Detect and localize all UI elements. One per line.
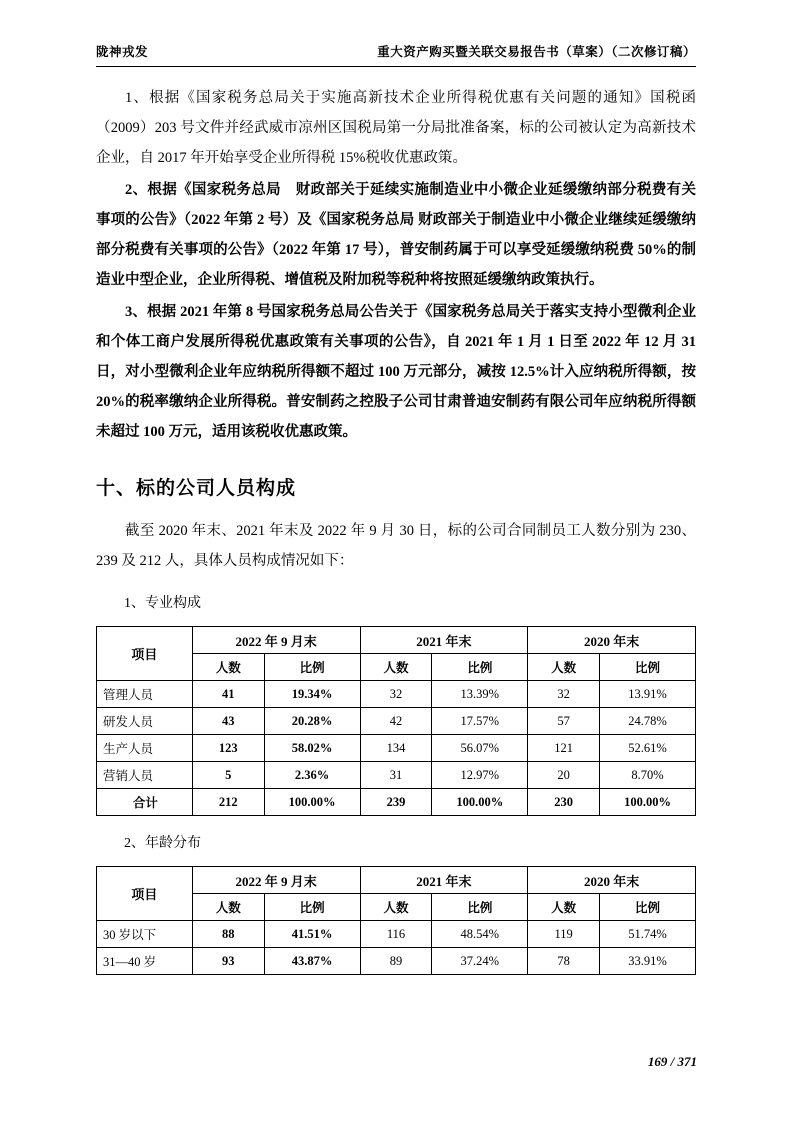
table1-header-2022: 2022 年 9 月末 bbox=[192, 627, 360, 654]
table2-row0-item: 30 岁以下 bbox=[97, 921, 193, 948]
header-divider bbox=[96, 66, 696, 67]
table1-row0-c3: 32 bbox=[360, 681, 432, 708]
header-company-name: 陇神戎发 bbox=[96, 45, 149, 59]
table1-subheader-count-3: 人数 bbox=[528, 654, 600, 681]
table1-row4-item: 合计 bbox=[97, 789, 193, 816]
table1-row1-c4: 17.57% bbox=[432, 708, 528, 735]
page-content bbox=[96, 42, 696, 979]
table2-row0-c4: 48.54% bbox=[432, 921, 528, 948]
table2-subheader-count-1: 人数 bbox=[192, 894, 264, 921]
table2-row1-c4: 37.24% bbox=[432, 948, 528, 975]
table1-subheader-ratio-2: 比例 bbox=[432, 654, 528, 681]
section-heading-personnel: 十、标的公司人员构成 bbox=[96, 478, 297, 499]
table1-row3-item: 营销人员 bbox=[97, 762, 193, 789]
table1-row0-c1: 41 bbox=[192, 681, 264, 708]
table1-row0-c6: 13.91% bbox=[600, 681, 696, 708]
table2-row1-c1: 93 bbox=[192, 948, 264, 975]
table-row bbox=[97, 681, 696, 708]
table2-subheader-count-2: 人数 bbox=[360, 894, 432, 921]
table1-row3-c6: 8.70% bbox=[600, 762, 696, 789]
table2-label: 2、年龄分布 bbox=[124, 836, 201, 851]
table1-row3-c2: 2.36% bbox=[264, 762, 360, 789]
table1-row2-c6: 52.61% bbox=[600, 735, 696, 762]
table2-subheader-count-3: 人数 bbox=[528, 894, 600, 921]
table1-subheader-ratio-3: 比例 bbox=[600, 654, 696, 681]
table2-row0-c1: 88 bbox=[192, 921, 264, 948]
table-row bbox=[97, 921, 696, 948]
table-row-total bbox=[97, 789, 696, 816]
table1-row0-item: 管理人员 bbox=[97, 681, 193, 708]
paragraph-tax-policy-2: 2、根据《国家税务总局 财政部关于延续实施制造业中小微企业延缓缴纳部分税费有关事项的公告》（2022 年第 2 号）及《国家税务总局 财政部关于制造业中小微企业继续延缓缴纳部分税费有关事项的公告》（2022 年第 17 号），普安制药属于可以享受延缓缴纳税费 50%的制造业中型企业，企业所得税、增值税及附加税等税种将按照延缓缴纳政策执行。 bbox=[96, 182, 696, 288]
table-age-distribution bbox=[96, 866, 696, 975]
table1-row4-c4: 100.00% bbox=[432, 789, 528, 816]
table1-row1-item: 研发人员 bbox=[97, 708, 193, 735]
table1-header-item: 项目 bbox=[97, 627, 193, 681]
table1-row3-c1: 5 bbox=[192, 762, 264, 789]
table2-row0-c6: 51.74% bbox=[600, 921, 696, 948]
table1-row4-c5: 230 bbox=[528, 789, 600, 816]
table1-header-2021: 2021 年末 bbox=[360, 627, 528, 654]
table2-row0-c5: 119 bbox=[528, 921, 600, 948]
table1-row2-c3: 134 bbox=[360, 735, 432, 762]
document-header bbox=[96, 42, 696, 66]
paragraph-tax-policy-3: 3、根据 2021 年第 8 号国家税务总局公告关于《国家税务总局关于落实支持小型微利企业和个体工商户发展所得税优惠政策有关事项的公告》，自 2021 年 1 月 1 日至 2022 年 12 月 31 日，对小型微利企业年应纳税所得额不超过 100 万元部分，减按 12.5%计入应纳税所得额，按 20%的税率缴纳企业所得税。普安制药之控股子公司甘肃普迪安制药有限公司年应纳税所得额未超过 100 万元，适用该税收优惠政策。 bbox=[96, 304, 696, 440]
table2-row1-item: 31—40 岁 bbox=[97, 948, 193, 975]
table1-row4-c2: 100.00% bbox=[264, 789, 360, 816]
table1-row1-c1: 43 bbox=[192, 708, 264, 735]
table1-row2-c1: 123 bbox=[192, 735, 264, 762]
table2-row0-c3: 116 bbox=[360, 921, 432, 948]
table2-header-2022: 2022 年 9 月末 bbox=[192, 867, 360, 894]
table2-header-2021: 2021 年末 bbox=[360, 867, 528, 894]
table2-subheader-ratio-1: 比例 bbox=[264, 894, 360, 921]
table1-header-2020: 2020 年末 bbox=[528, 627, 696, 654]
table1-row4-c1: 212 bbox=[192, 789, 264, 816]
table1-row4-c3: 239 bbox=[360, 789, 432, 816]
table-header-row-main bbox=[97, 627, 696, 654]
paragraph-personnel-intro: 截至 2020 年末、2021 年末及 2022 年 9 月 30 日，标的公司合同制员工人数分别为 230、239 及 212 人，具体人员构成情况如下： bbox=[96, 523, 696, 569]
page-number: 169 / 371 bbox=[647, 1054, 697, 1069]
table-professional-composition bbox=[96, 626, 696, 816]
table-row bbox=[97, 762, 696, 789]
table-row bbox=[97, 708, 696, 735]
table1-row0-c2: 19.34% bbox=[264, 681, 360, 708]
table1-label: 1、专业构成 bbox=[124, 596, 201, 611]
table-row bbox=[97, 948, 696, 975]
table2-row1-c5: 78 bbox=[528, 948, 600, 975]
table1-subheader-ratio-1: 比例 bbox=[264, 654, 360, 681]
table1-row1-c5: 57 bbox=[528, 708, 600, 735]
table2-subheader-ratio-2: 比例 bbox=[432, 894, 528, 921]
table2-subheader-ratio-3: 比例 bbox=[600, 894, 696, 921]
table2-header-2020: 2020 年末 bbox=[528, 867, 696, 894]
table2-header-item: 项目 bbox=[97, 867, 193, 921]
table1-row2-item: 生产人员 bbox=[97, 735, 193, 762]
header-document-title: 重大资产购买暨关联交易报告书（草案）（二次修订稿） bbox=[377, 45, 696, 59]
table2-row1-c3: 89 bbox=[360, 948, 432, 975]
table1-row0-c4: 13.39% bbox=[432, 681, 528, 708]
table1-subheader-count-1: 人数 bbox=[192, 654, 264, 681]
paragraph-tax-policy-1: 1、根据《国家税务总局关于实施高新技术企业所得税优惠有关问题的通知》国税函（2009）203 号文件并经武威市凉州区国税局第一分局批准备案，标的公司被认定为高新技术企业，自 2017 年开始享受企业所得税 15%税收优惠政策。 bbox=[96, 90, 696, 166]
table1-row3-c3: 31 bbox=[360, 762, 432, 789]
table1-row3-c5: 20 bbox=[528, 762, 600, 789]
table1-row0-c5: 32 bbox=[528, 681, 600, 708]
table1-row1-c6: 24.78% bbox=[600, 708, 696, 735]
table1-row2-c5: 121 bbox=[528, 735, 600, 762]
table1-row1-c2: 20.28% bbox=[264, 708, 360, 735]
table1-row2-c2: 58.02% bbox=[264, 735, 360, 762]
table1-row4-c6: 100.00% bbox=[600, 789, 696, 816]
table-row bbox=[97, 735, 696, 762]
table1-row3-c4: 12.97% bbox=[432, 762, 528, 789]
table1-row1-c3: 42 bbox=[360, 708, 432, 735]
table1-row2-c4: 56.07% bbox=[432, 735, 528, 762]
table2-row0-c2: 41.51% bbox=[264, 921, 360, 948]
table-header-row-main bbox=[97, 867, 696, 894]
table2-row1-c6: 33.91% bbox=[600, 948, 696, 975]
table1-subheader-count-2: 人数 bbox=[360, 654, 432, 681]
table2-row1-c2: 43.87% bbox=[264, 948, 360, 975]
